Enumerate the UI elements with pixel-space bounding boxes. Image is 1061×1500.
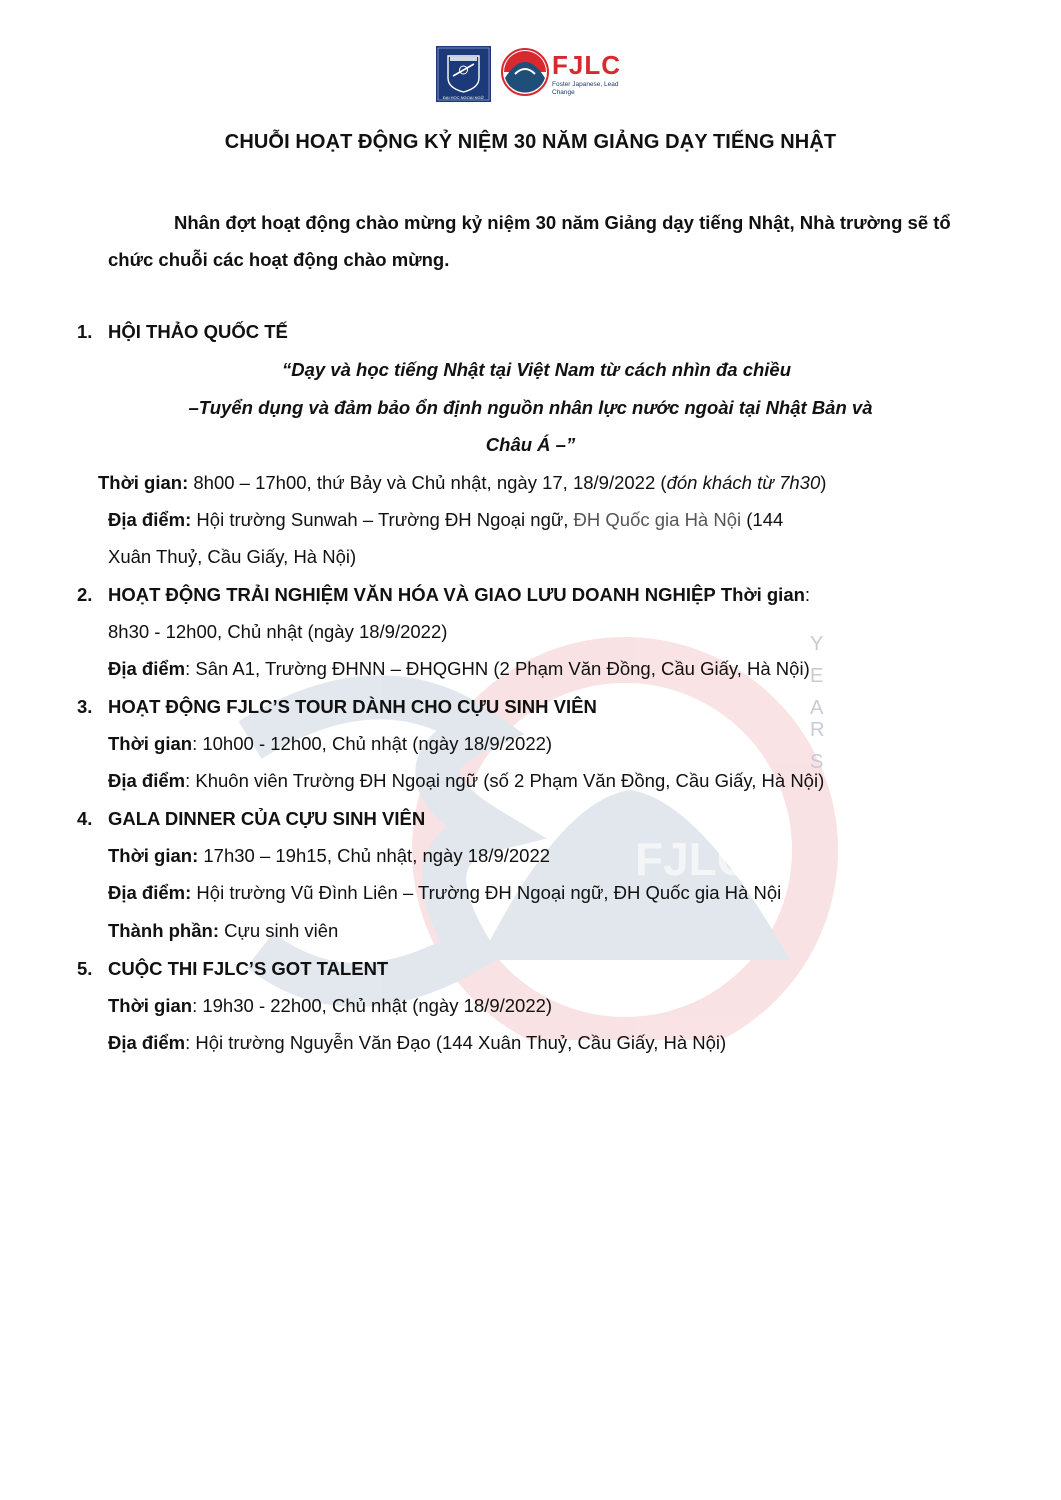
section-place bbox=[108, 769, 824, 793]
place-label: Địa điểm bbox=[108, 1032, 186, 1053]
seminar-subtitle-line: “Dạy và học tiếng Nhật tại Việt Nam từ cách nhìn đa chiều bbox=[281, 359, 792, 380]
header-logos bbox=[436, 46, 626, 102]
section-heading: GALA DINNER CỦA CỰU SINH VIÊN bbox=[108, 808, 426, 829]
intro-paragraph: Nhân đợt hoạt động chào mừng kỷ niệm 30 năm Giảng dạy tiếng Nhật, Nhà trường sẽ tổ chức chuỗi các hoạt động chào mừng. bbox=[108, 212, 951, 270]
place-value: Hội trường Sunwah – Trường ĐH Ngoại ngữ, bbox=[191, 509, 574, 530]
time-label: Thời gian bbox=[108, 733, 193, 754]
section-heading: CUỘC THI FJLC’S GOT TALENT bbox=[108, 958, 389, 979]
place-value: : Khuôn viên Trường ĐH Ngoại ngữ (số 2 Phạm Văn Đồng, Cầu Giấy, Hà Nội) bbox=[185, 770, 825, 791]
section-number: 3. bbox=[77, 696, 93, 717]
members-label: Thành phần: bbox=[108, 920, 219, 941]
section-number: 5. bbox=[77, 958, 93, 979]
time-colon: : bbox=[804, 584, 811, 605]
ulis-caption: ĐẠI HỌC NGOẠI NGỮ bbox=[442, 95, 485, 100]
section-place bbox=[108, 657, 810, 681]
place-line-2: Xuân Thuỷ, Cầu Giấy, Hà Nội) bbox=[108, 546, 357, 567]
time-value: : 10h00 - 12h00, Chủ nhật (ngày 18/9/2022) bbox=[192, 733, 553, 754]
section-number: 2. bbox=[77, 584, 93, 605]
time-label: Thời gian bbox=[720, 584, 805, 605]
seminar-subtitle-line: –Tuyển dụng và đảm bảo ổn định nguồn nhân lực nước ngoài tại Nhật Bản và bbox=[188, 397, 873, 418]
time-label: Thời gian bbox=[108, 995, 193, 1016]
fjlc-logo-name: FJLC bbox=[552, 50, 621, 80]
section-heading: HỘI THẢO QUỐC TẾ bbox=[108, 321, 288, 342]
section-number: 4. bbox=[77, 808, 93, 829]
page-title: CHUỖI HOẠT ĐỘNG KỶ NIỆM 30 NĂM GIẢNG DẠY TIẾNG NHẬT bbox=[224, 131, 837, 153]
members-value: Cựu sinh viên bbox=[218, 920, 339, 941]
time-value: 8h00 – 17h00, thứ Bảy và Chủ nhật, ngày 17, 18/9/2022 ( bbox=[188, 472, 667, 493]
section-time bbox=[108, 994, 552, 1018]
place-value-2: (144 bbox=[741, 509, 784, 530]
ulis-logo bbox=[436, 46, 491, 102]
section-place bbox=[108, 508, 783, 532]
place-label: Địa điểm: bbox=[108, 509, 192, 530]
place-value: : Sân A1, Trường ĐHNN – ĐHQGHN (2 Phạm Văn Đồng, Cầu Giấy, Hà Nội) bbox=[185, 658, 810, 679]
time-value: 17h30 – 19h15, Chủ nhật, ngày 18/9/2022 bbox=[198, 845, 551, 866]
section-number: 1. bbox=[77, 321, 93, 342]
section-heading: HOẠT ĐỘNG TRẢI NGHIỆM VĂN HÓA VÀ GIAO LƯU DOANH NGHIỆP bbox=[108, 584, 716, 605]
time-label: Thời gian: bbox=[98, 472, 189, 493]
place-link[interactable]: ĐH Quốc gia Hà Nội bbox=[573, 509, 742, 530]
place-value: Hội trường Vũ Đình Liên – Trường ĐH Ngoại ngữ, ĐH Quốc gia Hà Nội bbox=[191, 882, 782, 903]
section-time bbox=[108, 732, 552, 756]
place-label: Địa điểm bbox=[108, 658, 186, 679]
time-value: 8h30 - 12h00, Chủ nhật (ngày 18/9/2022) bbox=[108, 621, 448, 642]
section-place bbox=[108, 881, 781, 905]
section-place bbox=[108, 1031, 726, 1055]
watermark-fjlc-text: FJLC bbox=[635, 833, 750, 885]
place-label: Địa điểm bbox=[108, 770, 186, 791]
section-time bbox=[98, 471, 826, 495]
time-note: đón khách từ 7h30 bbox=[666, 472, 821, 493]
watermark-year-letter: E bbox=[810, 665, 824, 687]
section-heading-line bbox=[108, 583, 810, 607]
seminar-subtitle-line: Châu Á –” bbox=[485, 434, 576, 455]
fjlc-logo-tagline: Foster Japanese, Lead Change bbox=[552, 81, 619, 96]
section-heading: HOẠT ĐỘNG FJLC’S TOUR DÀNH CHO CỰU SINH VIÊN bbox=[108, 696, 597, 717]
watermark-year-letter: Y bbox=[810, 633, 824, 655]
place-value: : Hội trường Nguyễn Văn Đạo (144 Xuân Thuỷ, Cầu Giấy, Hà Nội) bbox=[185, 1032, 727, 1053]
time-value: : 19h30 - 22h00, Chủ nhật (ngày 18/9/2022) bbox=[192, 995, 553, 1016]
watermark-year-letter: A bbox=[810, 697, 824, 719]
watermark-year-letter: S bbox=[810, 751, 824, 773]
time-close: ) bbox=[820, 472, 827, 493]
place-label: Địa điểm: bbox=[108, 882, 192, 903]
watermark-year-letter: R bbox=[810, 719, 825, 741]
fjlc-logo-mark bbox=[501, 48, 549, 96]
section-time bbox=[108, 844, 550, 868]
section-members bbox=[108, 919, 338, 943]
time-label: Thời gian: bbox=[108, 845, 199, 866]
